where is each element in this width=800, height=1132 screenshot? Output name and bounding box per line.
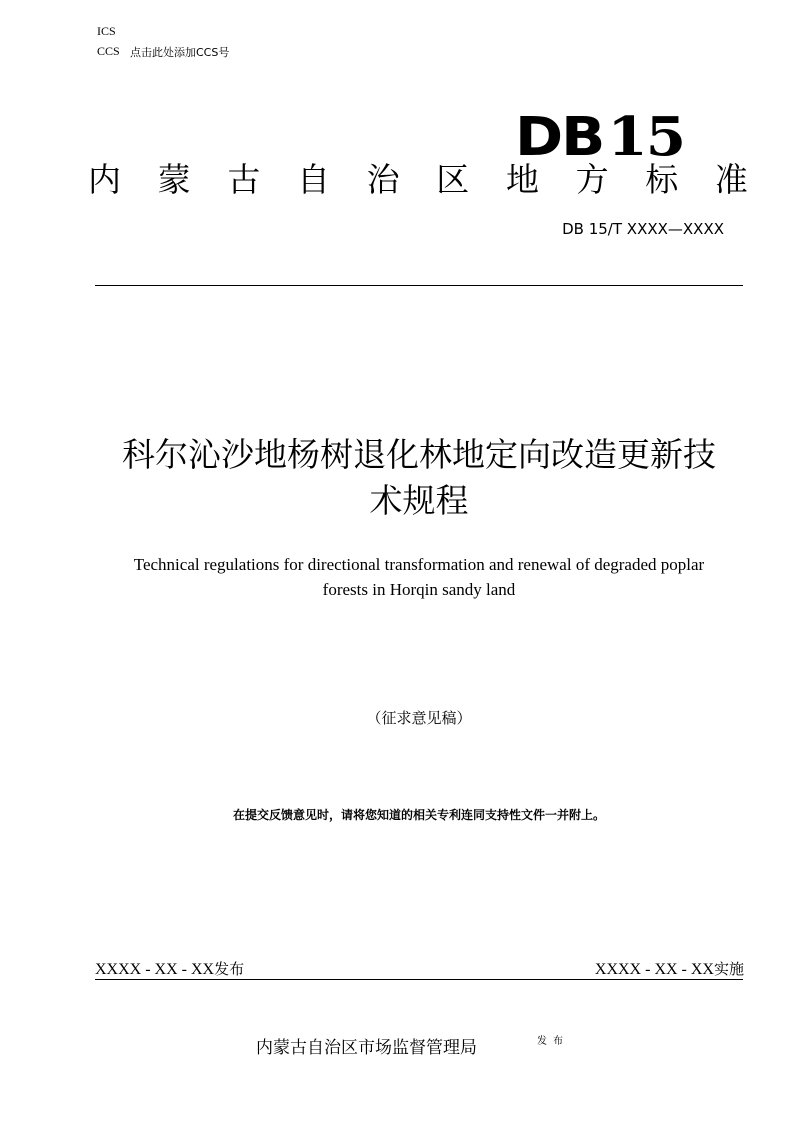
ics-label: ICS [97, 24, 116, 38]
standard-type-char: 内 [88, 160, 121, 199]
ccs-placeholder[interactable]: 点击此处添加CCS号 [130, 46, 230, 59]
title-chinese-line-1: 科尔沁沙地杨树退化林地定向改造更新技 [122, 435, 716, 474]
standard-type-char: 蒙 [157, 160, 191, 199]
standard-type-char: 治 [366, 160, 400, 199]
standard-type-char: 准 [714, 160, 748, 199]
implementation-date-value: XXXX - XX - XX [594, 961, 714, 978]
implementation-date [595, 958, 744, 981]
standard-type-char: 地 [505, 160, 539, 199]
title-english-line-2: forests in Horqin sandy land [322, 580, 516, 599]
title-chinese-line-2: 术规程 [369, 481, 469, 520]
title-english [95, 552, 743, 602]
bottom-divider [95, 979, 743, 980]
draft-label: （征求意见稿） [366, 709, 472, 727]
db-logo-number: 15 [607, 105, 685, 168]
implementation-date-suffix: 实施 [713, 960, 744, 978]
db-logo [515, 105, 685, 168]
issue-date-value: XXXX - XX - XX [95, 961, 215, 978]
standard-type-char: 方 [575, 160, 609, 199]
top-divider [95, 285, 743, 286]
title-english-line-1: Technical regulations for directional transformation and renewal of degraded poplar [133, 555, 705, 574]
standard-type-char: 区 [436, 160, 470, 199]
standard-type [88, 158, 748, 202]
standard-type-char: 古 [227, 160, 261, 199]
issue-date [95, 958, 244, 981]
issuer-suffix: 发布 [537, 1036, 569, 1047]
standard-type-char: 自 [296, 160, 330, 199]
standard-type-char: 标 [645, 160, 679, 199]
db-logo-prefix: DB [515, 105, 604, 168]
issuer-name: 内蒙古自治区市场监督管理局 [256, 1038, 477, 1058]
ccs-label: CCS [97, 44, 120, 58]
issue-date-suffix: 发布 [214, 960, 245, 978]
title-chinese [95, 432, 743, 524]
patent-notice: 在提交反馈意见时，请将您知道的相关专利连同支持性文件一并附上。 [232, 808, 605, 822]
standard-number: DB 15/T XXXX—XXXX [562, 220, 724, 238]
